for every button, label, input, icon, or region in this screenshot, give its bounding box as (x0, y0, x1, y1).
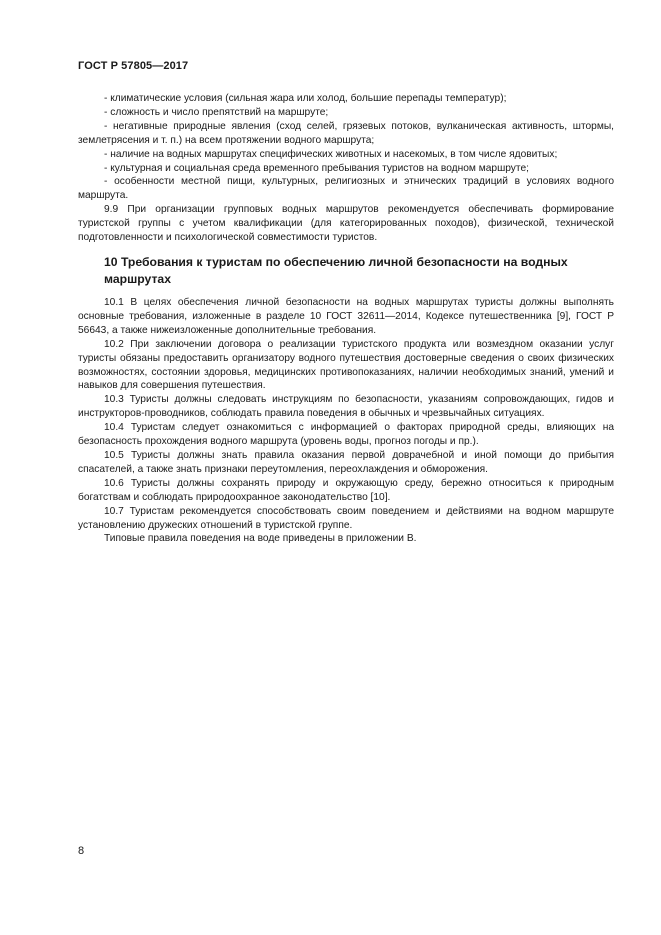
appendix-reference: Типовые правила поведения на воде приведены в приложении В. (104, 533, 417, 545)
list-item: - сложность и число препятствий на маршруте; (104, 106, 329, 118)
list-item: - особенности местной пищи, культурных, религиозных и этнических традиций в условиях водного маршрута. (78, 176, 614, 202)
paragraph-10-5: 10.5 Туристы должны знать правила оказания первой доврачебной и иной помощи до прибытия спасателей, а также знать признаки переутомления, переохлаждения и обморожения. (78, 449, 614, 475)
section-10-body (78, 296, 614, 546)
section-10-heading-text: 10 Требования к туристам по обеспечению личной безопасности на водных маршрутах (104, 255, 568, 286)
list-item: - негативные природные явления (сход селей, грязевых потоков, вулканическая активность, штормы, землетрясения и т. п.) на всем протяжении водного маршрута; (78, 120, 614, 146)
list-item: - культурная и социальная среда временного пребывания туристов на водном маршруте; (104, 162, 529, 174)
document-code-header: ГОСТ Р 57805—2017 (78, 60, 189, 72)
requirements-list-block (78, 92, 614, 245)
section-10-heading (78, 254, 614, 288)
paragraph-10-4: 10.4 Туристам следует ознакомиться с информацией о факторах природной среды, влияющих на безопасность прохождения водного маршрута (уровень воды, прогноз погоды и пр.). (78, 422, 614, 448)
paragraph-10-2: 10.2 При заключении договора о реализации туристского продукта или возмездном оказании услуг туристы обязаны предоставить организатору водного путешествия достоверные сведения о своих физических возможностях, состоянии здоровья, медицинских противопоказаниях, наличии необходимых знаний, умений и навыков для совершения путешествия. (78, 338, 614, 392)
paragraph-10-7: 10.7 Туристам рекомендуется способствовать своим поведением и действиями на водном маршруте установлению дружеских отношений в туристской группе. (78, 505, 614, 531)
paragraph-10-3: 10.3 Туристы должны следовать инструкциям по безопасности, указаниям сопровождающих, гидов и инструкторов-проводников, соблюдать правила поведения в обычных и чрезвычайных ситуациях. (78, 394, 614, 420)
paragraph-10-1: 10.1 В целях обеспечения личной безопасности на водных маршрутах туристы должны выполнять основные требования, изложенные в разделе 10 ГОСТ 32611—2014, Кодексе путешественника [9], ГОСТ Р 56643, а также нижеизложенные дополнительные требования. (78, 297, 614, 336)
list-item: - наличие на водных маршрутах специфических животных и насекомых, в том числе ядовитых; (104, 148, 558, 160)
paragraph-10-6: 10.6 Туристы должны сохранять природу и окружающую среду, бережно относиться к природным богатствам и соблюдать природоохранное законодательство [10]. (78, 477, 614, 503)
page-number: 8 (78, 845, 85, 857)
list-item: - климатические условия (сильная жара или холод, большие перепады температур); (104, 93, 507, 104)
paragraph-9-9: 9.9 При организации групповых водных маршрутов рекомендуется обеспечивать формирование туристской группы с учетом квалификации (для категорированных походов), физической, технической подготовленности и психологической совместимости туристов. (78, 204, 614, 244)
